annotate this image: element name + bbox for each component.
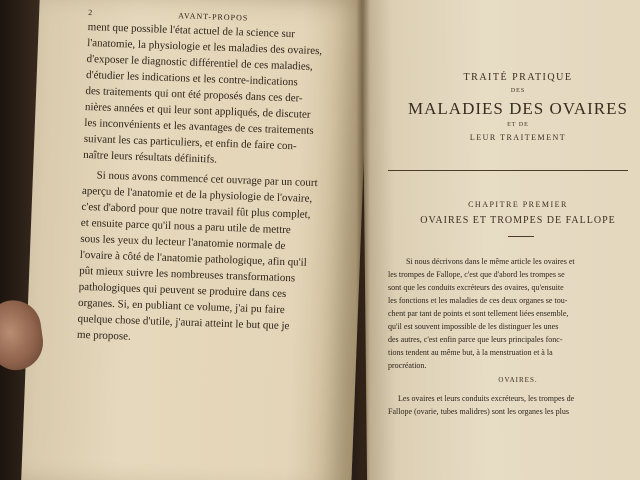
text-line: les fonctions et les maladies de ces deux organes se tou- <box>388 296 568 305</box>
title-top: TRAITÉ PRATIQUE <box>463 72 573 83</box>
title-et: ET DE <box>507 122 529 128</box>
book-gutter <box>356 0 370 480</box>
text-line: d'exposer le diagnostic différentiel de ces maladies, <box>86 52 313 73</box>
title-des: DES <box>510 88 526 94</box>
text-line: d'étudier les indications et les contre-indications <box>85 68 299 89</box>
text-line: quelque chose d'utile, j'aurai atteint le but que je <box>77 312 290 333</box>
text-line: naître leurs résultats définitifs. <box>83 148 218 166</box>
text-line: tions tendent au même but, à la menstruation et à la <box>388 348 553 357</box>
text-line: procréation. <box>388 361 427 370</box>
text-line: suivant les cas particuliers, et enfin de faire con- <box>83 132 297 153</box>
text-line: organes. Si, en publiant ce volume, j'ai pu faire <box>77 296 285 317</box>
text-line: et ensuite parce qu'il nous a paru utile de mettre <box>80 216 291 237</box>
text-line: pathologiques qui peuvent se produire dans ces <box>78 280 287 301</box>
text-line: les trompes de Fallope, c'est que d'abord les trompes se <box>388 270 565 279</box>
running-head: AVANT-PROPOS <box>178 11 249 23</box>
text-line: nières années et qui leur sont appliqués, de discuter <box>84 100 311 121</box>
text-line: sont que les conduits excréteurs des ovaires, qu'ensuite <box>388 283 564 292</box>
text-line: chent par tant de points et sont tellement liées ensemble, <box>388 309 569 318</box>
text-line: c'est d'abord pour que notre travail fût plus complet, <box>81 200 311 221</box>
text-line: Fallope (ovarie, tubes malidres) sont les organes les plus <box>388 407 569 416</box>
text-line: l'anatomie, la physiologie et les maladies des ovaires, <box>86 36 323 58</box>
text-line: des traitements qui ont été proposés dans ces der- <box>85 84 303 105</box>
text-line: sous les yeux du lecteur l'anatomie normale de <box>80 232 286 253</box>
text-line: qu'il est souvent impossible de les distinguer les unes <box>388 322 559 331</box>
title-bottom: LEUR TRAITEMENT <box>469 133 567 142</box>
text-line: ment que possible l'état actuel de la science sur <box>87 20 296 41</box>
text-line: des autres, c'est enfin parce que leurs principales fonc- <box>388 335 563 344</box>
text-line: l'ovaire à côté de l'anatomie pathologique, afin qu'il <box>79 248 307 269</box>
text-line: me propose. <box>76 328 131 343</box>
text-line: Si nous décrivons dans le même article les ovaires et <box>406 257 575 266</box>
section-heading: OVAIRES. <box>498 376 538 384</box>
text-line: pût mieux suivre les nombreuses transformations <box>79 264 296 285</box>
chapter-label: CHAPITRE PREMIER <box>468 200 568 209</box>
divider-rule <box>388 170 628 171</box>
text-line: aperçu de l'anatomie et de la physiologie de l'ovaire, <box>81 184 313 205</box>
small-rule <box>508 236 534 237</box>
chapter-title: OVAIRES ET TROMPES DE FALLOPE <box>420 215 616 226</box>
title-main: MALADIES DES OVAIRES <box>408 99 628 118</box>
text-line: Si nous avons commencé cet ouvrage par un court <box>96 169 318 190</box>
text-line: les inconvénients et les avantages de ces traitements <box>84 116 314 137</box>
page-number: 2 <box>88 8 93 18</box>
text-line: Les ovaires et leurs conduits excréteurs, les trompes de <box>398 394 575 403</box>
